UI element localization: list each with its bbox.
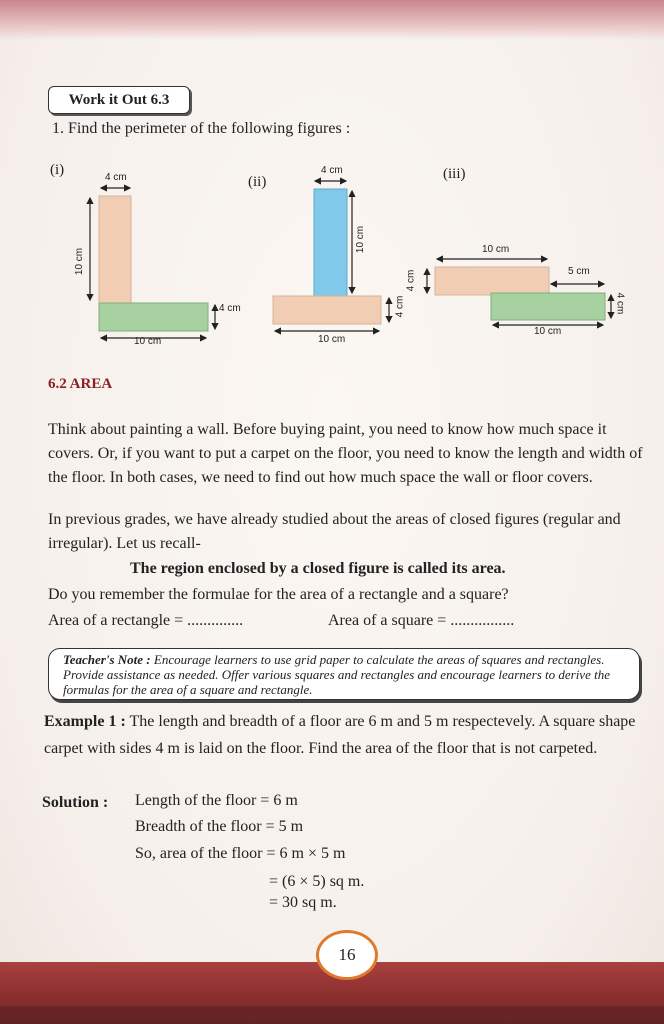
area-rectangle-blank: Area of a rectangle = .............. bbox=[48, 612, 244, 629]
example-label: Example 1 : bbox=[44, 713, 126, 730]
fig3-right-dim: 4 cm bbox=[614, 292, 626, 315]
fig1-bottom-dim: 10 cm bbox=[134, 336, 162, 347]
figure-1-l-shape bbox=[90, 188, 215, 338]
question-1: 1. Find the perimeter of the following figures : bbox=[52, 120, 351, 137]
teachers-note-box bbox=[48, 648, 640, 700]
page-number: 16 bbox=[316, 930, 378, 980]
fig2-bottom-dim: 10 cm bbox=[318, 334, 346, 345]
area-definition: The region enclosed by a closed figure is called its area. bbox=[130, 560, 506, 577]
perimeter-figures bbox=[0, 0, 664, 360]
solution-line-1: Length of the floor = 6 m bbox=[135, 792, 298, 809]
fig3-top-dim: 10 cm bbox=[482, 244, 510, 255]
fig1-vertical-bar bbox=[99, 196, 131, 303]
work-it-out-box: Work it Out 6.3 bbox=[48, 86, 190, 114]
fig2-top-dim: 4 cm bbox=[321, 165, 343, 176]
fig1-left-dim: 10 cm bbox=[74, 247, 86, 276]
teachers-note bbox=[63, 652, 631, 697]
fig2-vertical-bar bbox=[314, 189, 347, 296]
solution-line-2: Breadth of the floor = 5 m bbox=[135, 818, 304, 835]
fig2-horizontal-bar bbox=[273, 296, 381, 324]
paragraph-2: In previous grades, we have already studied about the areas of closed figures (regular and irregular). Let us recall- bbox=[48, 511, 621, 552]
fig3-middle-dim: 5 cm bbox=[568, 266, 590, 277]
teachers-note-text: Encourage learners to use grid paper to calculate the areas of squares and rectangles. Provide assistance as needed. Offer various squares and rectangles and encourage learners to derive the formulas for the area of a square and rectangle. bbox=[63, 652, 610, 697]
fig1-right-dim: 4 cm bbox=[219, 303, 241, 314]
figure-2-t-shape bbox=[273, 181, 389, 331]
figure-label-ii: (ii) bbox=[248, 174, 267, 190]
fig2-right-dim: 4 cm bbox=[394, 295, 406, 318]
section-title: 6.2 AREA bbox=[48, 376, 113, 392]
bottom-page-edge bbox=[0, 1006, 664, 1024]
figure-label-i: (i) bbox=[50, 162, 65, 178]
fig2-vertical-dim: 10 cm bbox=[355, 225, 367, 254]
example-1 bbox=[44, 708, 644, 762]
fig3-bottom-dim: 10 cm bbox=[534, 326, 562, 337]
area-square-blank: Area of a square = ................ bbox=[328, 612, 515, 629]
solution-line-4: = (6 × 5) sq m. bbox=[269, 873, 365, 890]
fig1-horizontal-bar bbox=[99, 303, 208, 331]
paragraph-1: Think about painting a wall. Before buying paint, you need to know how much space it covers. Or, if you want to put a carpet on the floor, you need to know the length and width of the floor. In both cases, we need to find out how much space the wall or floor covers. bbox=[48, 421, 643, 486]
teachers-note-label: Teacher's Note : bbox=[63, 652, 151, 667]
figure-label-iii: (iii) bbox=[443, 166, 466, 182]
fig3-bottom-bar bbox=[491, 293, 605, 320]
solution-label: Solution : bbox=[42, 794, 109, 811]
solution-line-3: So, area of the floor = 6 m × 5 m bbox=[135, 845, 346, 862]
example-text: The length and breadth of a floor are 6 m and 5 m respectevely. A square shape carpet with sides 4 m is laid on the floor. Find the area of the floor that is not carpeted. bbox=[44, 713, 636, 757]
formula-question: Do you remember the formulae for the area of a rectangle and a square? bbox=[48, 586, 509, 603]
fig1-top-dim: 4 cm bbox=[105, 172, 127, 183]
solution-line-5: = 30 sq m. bbox=[269, 894, 337, 911]
fig3-top-bar bbox=[435, 267, 549, 295]
fig3-left-dim: 4 cm bbox=[405, 269, 417, 292]
